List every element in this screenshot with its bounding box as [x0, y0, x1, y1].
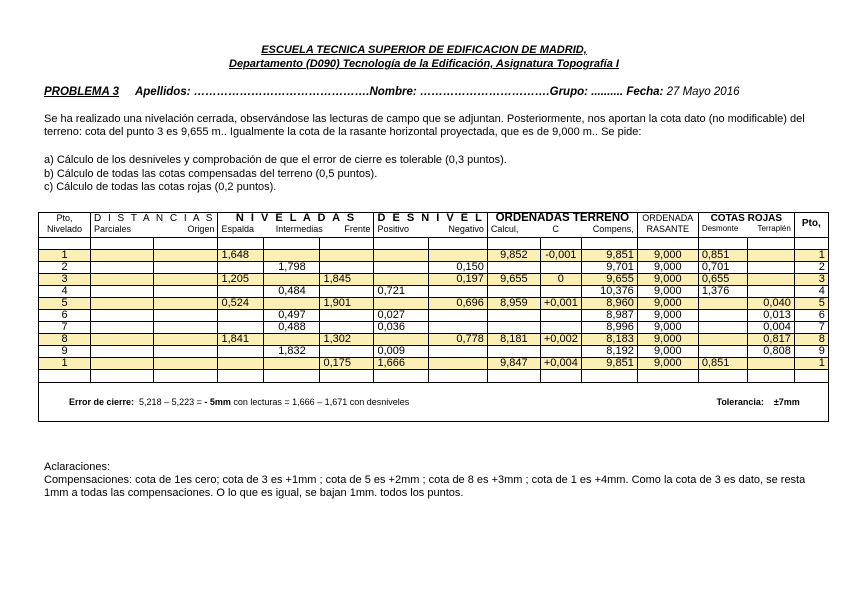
- cell-esp: [218, 262, 264, 274]
- cell-neg: 0,696: [428, 298, 487, 310]
- cell-ras: 9,000: [637, 358, 698, 370]
- cell-esp: 0,524: [218, 298, 264, 310]
- notes-title: Aclaraciones:: [44, 461, 111, 473]
- cell-pos: 0,036: [374, 322, 428, 334]
- blank-row: [39, 370, 829, 383]
- cell-comp: 8,192: [581, 346, 637, 358]
- cell-neg: [428, 286, 487, 298]
- notes-body: Compensaciones: cota de 1es cero; cota de 3 es +1mm ; cota de 5 es +2mm ; cota de 8 es +3mm ; cota de 1 es +4mm. Como la cota de 3 es dato, se resta 1mm a todas las compensaciones. O lo que es igual, se bajan 1mm. todos los puntos.: [44, 474, 806, 499]
- cell-terr: [747, 358, 794, 370]
- cell-neg: 0,197: [428, 274, 487, 286]
- cell-c: [540, 322, 581, 334]
- cell-distance: [91, 310, 154, 322]
- cell-esp: 1,841: [218, 334, 264, 346]
- nombre-field: Nombre: …………………………….: [369, 86, 550, 98]
- cell-distance: [153, 358, 218, 370]
- cell-terr: 0,040: [747, 298, 794, 310]
- cell-ras: 9,000: [637, 334, 698, 346]
- cell-distance: [91, 262, 154, 274]
- header-niveladas: N I V E L A D A S Espalda Intermedias Frente: [218, 213, 374, 238]
- cell-neg: 0,150: [428, 262, 487, 274]
- cell-terr: 0,004: [747, 322, 794, 334]
- cell-pto: 1: [39, 358, 91, 370]
- cell-c: [540, 262, 581, 274]
- cell-comp: 8,987: [581, 310, 637, 322]
- cell-desm: 0,851: [698, 358, 747, 370]
- cell-neg: [428, 250, 487, 262]
- cell-ras: 9,000: [637, 310, 698, 322]
- cell-pto2: 3: [794, 274, 828, 286]
- cell-c: [540, 310, 581, 322]
- cell-pto: 8: [39, 334, 91, 346]
- cell-calc: [487, 346, 540, 358]
- table-row: [39, 334, 829, 346]
- spacer-row: [39, 238, 829, 250]
- cell-pos: [374, 334, 428, 346]
- cell-neg: [428, 358, 487, 370]
- cell-calc: 9,655: [487, 274, 540, 286]
- table-row: [39, 346, 829, 358]
- intro-text: Se ha realizado una nivelación cerrada, observándose las lecturas de campo que se adjuntan. Posteriormente, nos aportan la cota dato (no modificable) del terreno: cota del punto 3 es 9,655 m.. Igualmente la cota de la rasante horizontal proyectada, que es de 9,000 m.. Se pide:: [44, 113, 805, 138]
- cell-fre: 1,302: [320, 334, 374, 346]
- cell-distance: [153, 322, 218, 334]
- cell-comp: 8,183: [581, 334, 637, 346]
- error-row: [39, 383, 829, 422]
- cell-distance: [91, 274, 154, 286]
- cell-calc: 8,181: [487, 334, 540, 346]
- header-distancias: D I S T A N C I A S Parciales Origen: [91, 213, 218, 238]
- cell-pto2: 5: [794, 298, 828, 310]
- cell-esp: 1,205: [218, 274, 264, 286]
- cell-neg: 0,778: [428, 334, 487, 346]
- cell-ras: 9,000: [637, 346, 698, 358]
- cell-pto: 5: [39, 298, 91, 310]
- cell-distance: [153, 262, 218, 274]
- cell-distance: [91, 298, 154, 310]
- header-pto-right: Pto,: [794, 213, 828, 238]
- apellidos-field: Apellidos: ……………………………………….: [134, 86, 370, 98]
- cell-distance: [91, 334, 154, 346]
- cell-distance: [153, 334, 218, 346]
- cell-calc: [487, 262, 540, 274]
- cell-pos: 0,721: [374, 286, 428, 298]
- table-row: [39, 322, 829, 334]
- questions-list: [44, 154, 814, 195]
- problem-title: PROBLEMA 3: [44, 86, 119, 98]
- table-row: [39, 286, 829, 298]
- cell-distance: [91, 286, 154, 298]
- cell-c: 0: [540, 274, 581, 286]
- cell-desm: [698, 322, 747, 334]
- cell-pto2: 8: [794, 334, 828, 346]
- cell-int: [264, 250, 320, 262]
- cell-c: +0,004: [540, 358, 581, 370]
- cell-c: [540, 286, 581, 298]
- cell-pto: 4: [39, 286, 91, 298]
- cell-pos: 0,009: [374, 346, 428, 358]
- question-c: c) Cálculo de todas las cotas rojas (0,2 puntos).: [44, 181, 277, 193]
- cell-fre: [320, 322, 374, 334]
- table-row: [39, 310, 829, 322]
- cell-calc: [487, 322, 540, 334]
- tolerancia: Tolerancia: ±7mm: [716, 396, 800, 407]
- cell-distance: [153, 310, 218, 322]
- cell-calc: [487, 286, 540, 298]
- cell-fre: [320, 250, 374, 262]
- cell-ras: 9,000: [637, 274, 698, 286]
- cell-neg: [428, 322, 487, 334]
- cell-comp: 10,376: [581, 286, 637, 298]
- table-row: [39, 298, 829, 310]
- cell-pos: [374, 298, 428, 310]
- header-desnivel: D E S N I V E L Positivo Negativo: [374, 213, 487, 238]
- school-title: ESCUELA TECNICA SUPERIOR DE EDIFICACION DE MADRID,: [261, 44, 587, 56]
- cell-c: [540, 346, 581, 358]
- problem-line: [44, 86, 814, 98]
- cell-fre: [320, 262, 374, 274]
- cell-int: [264, 274, 320, 286]
- cell-int: [264, 298, 320, 310]
- cell-int: 0,497: [264, 310, 320, 322]
- cell-pto: 1: [39, 250, 91, 262]
- cell-ras: 9,000: [637, 250, 698, 262]
- cell-distance: [91, 322, 154, 334]
- cell-ras: 9,000: [637, 286, 698, 298]
- cell-comp: 9,701: [581, 262, 637, 274]
- question-b: b) Cálculo de todas las cotas compensadas del terreno (0,5 puntos).: [44, 167, 378, 180]
- cell-int: 1,798: [264, 262, 320, 274]
- cell-pto2: 9: [794, 346, 828, 358]
- cell-terr: [747, 274, 794, 286]
- cell-c: +0,001: [540, 298, 581, 310]
- cell-pto: 2: [39, 262, 91, 274]
- cell-calc: 9,852: [487, 250, 540, 262]
- cell-esp: [218, 322, 264, 334]
- cell-distance: [153, 274, 218, 286]
- cell-comp: 9,851: [581, 250, 637, 262]
- cell-distance: [91, 358, 154, 370]
- cell-ras: 9,000: [637, 262, 698, 274]
- table-row: [39, 262, 829, 274]
- cell-esp: [218, 358, 264, 370]
- cell-pto2: 4: [794, 286, 828, 298]
- cell-desm: 0,851: [698, 250, 747, 262]
- cell-pos: [374, 250, 428, 262]
- cell-desm: [698, 346, 747, 358]
- cell-pto: 3: [39, 274, 91, 286]
- cell-int: 1,832: [264, 346, 320, 358]
- cell-distance: [91, 346, 154, 358]
- cell-pto: 7: [39, 322, 91, 334]
- cell-ras: 9,000: [637, 298, 698, 310]
- cell-pto2: 6: [794, 310, 828, 322]
- notes: [44, 461, 814, 500]
- cell-desm: 0,701: [698, 262, 747, 274]
- cell-esp: 1,648: [218, 250, 264, 262]
- cell-comp: 8,960: [581, 298, 637, 310]
- cell-calc: 9,847: [487, 358, 540, 370]
- cell-desm: 0,655: [698, 274, 747, 286]
- cell-terr: 0,013: [747, 310, 794, 322]
- cell-pto2: 7: [794, 322, 828, 334]
- table-row: [39, 274, 829, 286]
- cell-int: [264, 358, 320, 370]
- cell-neg: [428, 346, 487, 358]
- cell-desm: [698, 334, 747, 346]
- cell-desm: 1,376: [698, 286, 747, 298]
- cell-int: 0,484: [264, 286, 320, 298]
- cell-distance: [153, 298, 218, 310]
- cell-terr: [747, 286, 794, 298]
- cell-fre: 1,845: [320, 274, 374, 286]
- cell-esp: [218, 310, 264, 322]
- leveling-table: [38, 212, 829, 422]
- header-cotas-rojas: COTAS ROJAS Desmonte Terraplén: [698, 213, 794, 238]
- cell-pos: 0,027: [374, 310, 428, 322]
- cell-fre: [320, 286, 374, 298]
- cell-c: -0,001: [540, 250, 581, 262]
- cell-int: [264, 334, 320, 346]
- cell-esp: [218, 286, 264, 298]
- cell-distance: [153, 250, 218, 262]
- cell-distance: [153, 286, 218, 298]
- cell-int: 0,488: [264, 322, 320, 334]
- error-de-cierre: Error de cierre: 5,218 – 5,223 = - 5mm con lecturas = 1,666 – 1,671 con desniveles: [69, 396, 410, 407]
- table-header-row: [39, 213, 829, 238]
- cell-terr: [747, 262, 794, 274]
- fecha-value: 27 Mayo 2016: [666, 86, 740, 98]
- cell-fre: [320, 310, 374, 322]
- fecha-label: Fecha:: [626, 86, 664, 98]
- cell-terr: 0,817: [747, 334, 794, 346]
- cell-esp: [218, 346, 264, 358]
- cell-calc: [487, 310, 540, 322]
- cell-pto2: 2: [794, 262, 828, 274]
- header-ordenadas: ORDENADAS TERRENO Calcul, C Compens,: [487, 213, 637, 238]
- table-row: [39, 250, 829, 262]
- cell-neg: [428, 310, 487, 322]
- cell-pos: [374, 262, 428, 274]
- cell-comp: 9,851: [581, 358, 637, 370]
- cell-desm: [698, 298, 747, 310]
- cell-fre: [320, 346, 374, 358]
- grupo-field: Grupo: ..........: [549, 86, 624, 98]
- cell-pto2: 1: [794, 250, 828, 262]
- cell-calc: 8,959: [487, 298, 540, 310]
- header-rasante: ORDENADA RASANTE: [637, 213, 698, 238]
- cell-fre: 0,175: [320, 358, 374, 370]
- cell-pto: 6: [39, 310, 91, 322]
- cell-comp: 9,655: [581, 274, 637, 286]
- cell-fre: 1,901: [320, 298, 374, 310]
- cell-pto2: 1: [794, 358, 828, 370]
- cell-terr: [747, 250, 794, 262]
- header-pto: Pto, Nivelado: [39, 213, 91, 238]
- cell-terr: 0,808: [747, 346, 794, 358]
- department-title: Departamento (D090) Tecnología de la Edificación, Asignatura Topografía I: [229, 58, 619, 70]
- cell-desm: [698, 310, 747, 322]
- cell-ras: 9,000: [637, 322, 698, 334]
- cell-c: +0,002: [540, 334, 581, 346]
- question-a: a) Cálculo de los desniveles y comprobación de que el error de cierre es tolerable (0,3 puntos).: [44, 154, 507, 166]
- table-row: [39, 358, 829, 370]
- cell-distance: [91, 250, 154, 262]
- cell-distance: [153, 346, 218, 358]
- cell-pto: 9: [39, 346, 91, 358]
- cell-comp: 8,996: [581, 322, 637, 334]
- cell-pos: [374, 274, 428, 286]
- cell-pos: 1,666: [374, 358, 428, 370]
